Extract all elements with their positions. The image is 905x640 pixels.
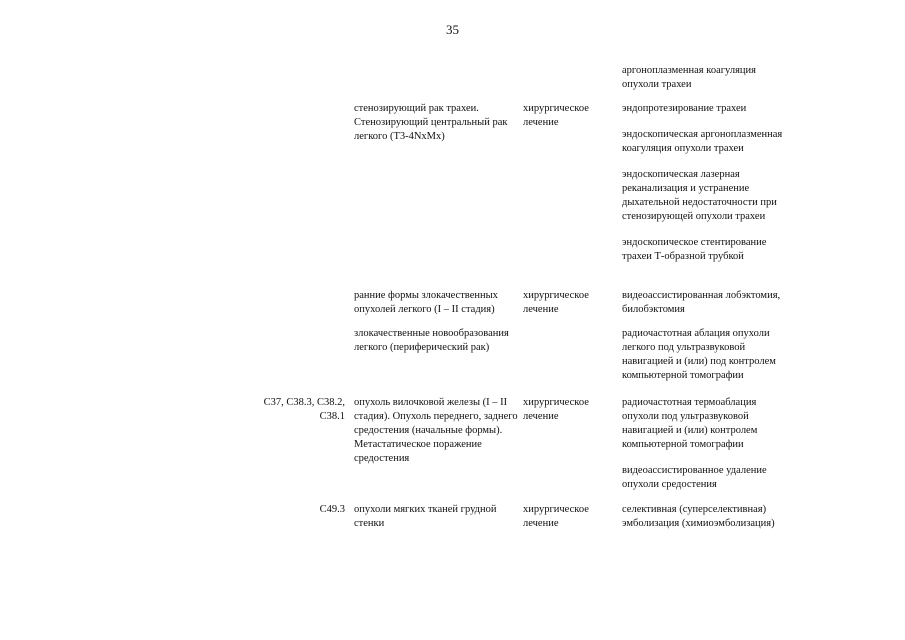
method-item: селективная (суперселективная) эмболизация (химиоэмболизация)	[622, 504, 775, 529]
icd-code-cell: C37, C38.3, C38.2, C38.1	[263, 397, 345, 422]
method-item: видеоассистированное удаление опухоли средостения	[622, 465, 767, 490]
method-cell	[622, 503, 792, 531]
diagnosis-cell: опухоли мягких тканей грудной стенки	[354, 504, 497, 529]
page-number: 35	[446, 22, 459, 37]
diagnosis-cell: опухоль вилочковой железы (I – II стадия). Опухоль переднего, заднего средостения (начальные формы). Метастатическое поражение средостения	[354, 397, 518, 464]
diagnosis-cell: ранние формы злокачественных опухолей легкого (I – II стадия)	[354, 290, 498, 315]
diagnosis-cell: стенозирующий рак трахеи. Стенозирующий центральный рак легкого (T3-4NxMx)	[354, 103, 508, 142]
method-cell	[622, 289, 792, 317]
method-cell	[622, 64, 792, 92]
method-item: эндоскопическое стентирование трахеи Т-образной трубкой	[622, 237, 767, 262]
method-cell	[622, 102, 792, 264]
method-cell	[622, 396, 792, 492]
method-item: эндоскопическая аргоноплазменная коагуляция опухоли трахеи	[622, 129, 783, 154]
method-item: видеоассистированная лобэктомия, билобэктомия	[622, 290, 781, 315]
method-cell	[622, 327, 792, 383]
method-item: радиочастотная аблация опухоли легкого под ультразвуковой навигацией и (или) под контролем компьютерной томографии	[622, 328, 776, 381]
treatment-type-cell: хирургическое лечение	[523, 397, 589, 422]
method-item: эндопротезирование трахеи	[622, 103, 747, 114]
treatment-type-cell: хирургическое лечение	[523, 103, 589, 128]
method-item: эндоскопическая лазерная реканализация и устранение дыхательной недостаточности при стенозирующей опухоли трахеи	[622, 169, 777, 222]
method-item: аргоноплазменная коагуляция опухоли трахеи	[622, 65, 756, 90]
treatment-type-cell: хирургическое лечение	[523, 504, 589, 529]
method-item: радиочастотная термоаблация опухоли под ультразвуковой навигацией и (или) контролем компьютерной томографии	[622, 397, 758, 450]
treatment-type-cell: хирургическое лечение	[523, 290, 589, 315]
diagnosis-cell: злокачественные новообразования легкого (периферический рак)	[354, 328, 509, 353]
icd-code-cell: C49.3	[319, 504, 345, 515]
